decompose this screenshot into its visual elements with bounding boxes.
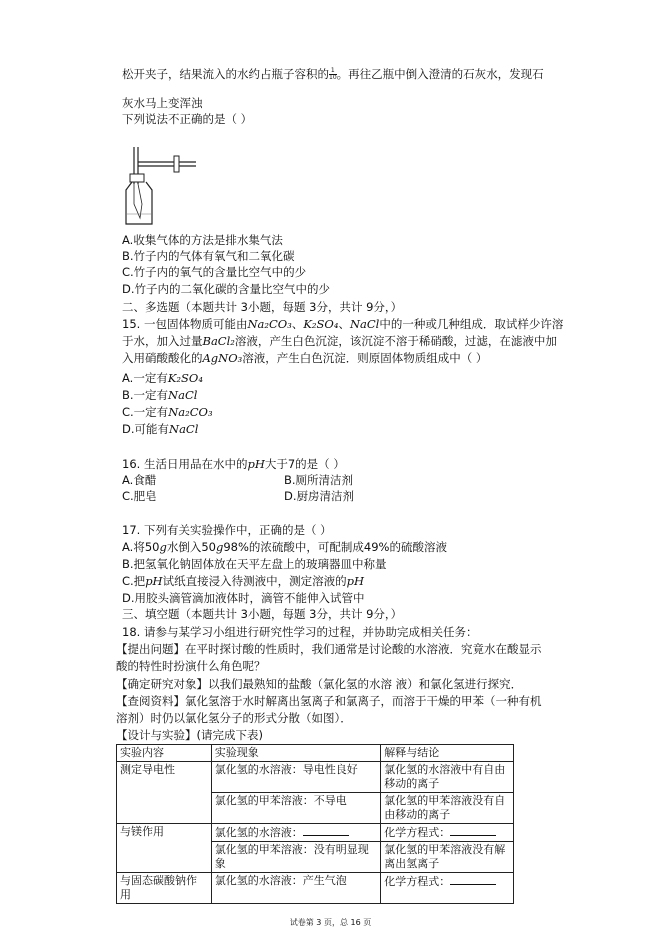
table-header-row [117,745,514,762]
q16-option-d[interactable]: D.厨房清洁剂 [284,489,355,503]
table-cell: 化学方程式： [381,824,514,842]
table-cell: 氯化氢的甲苯溶液：不导电 [211,793,381,824]
q17-option-d[interactable]: D.用胶头滴管滴加液体时，滴管不能伸入试管中 [122,591,365,605]
q14-line1-part-b: 。再往乙瓶中倒入澄清的石灰水，发现石 [336,67,544,81]
q18-line4: 【确定研究对象】以我们最熟知的盐酸（氯化氢的水溶 液）和氯化氢进行探究． [116,677,523,691]
table-row [117,824,514,842]
q15-option-c[interactable]: C.一定有Na₂CO₃ [122,405,213,419]
q18-line6: 溶剂）时仍以氯化氢分子的形式分散（如图）． [116,711,352,725]
q15-option-b[interactable]: B.一定有NaCl [122,388,198,402]
fraction: $\frac{1}{10}$ [329,67,337,81]
q15-line1: 15. 一包固体物质可能由Na₂CO₃、K₂SO₄、NaCl中的一种或几种组成．取试样少许溶 [122,317,564,331]
q15-option-d[interactable]: D.可能有NaCl [122,422,199,436]
q14-question: 下列说法不正确的是（ ） [122,112,253,126]
q14-line2: 灰水马上变浑浊 [122,96,203,110]
section-2-heading: 二、多选题（本题共计 3小题，每题 3分，共计 9分，） [122,300,403,314]
q14-option-a[interactable]: A.收集气体的方法是排水集气法 [122,233,283,247]
answer-blank[interactable] [450,825,496,836]
q18-line1: 18. 请参与某学习小组进行研究性学习的过程，并协助完成相关任务： [122,625,478,639]
q14-line1 [122,66,544,82]
q15-line2: 于水，加入过量BaCl₂溶液，产生白色沉淀，该沉淀不溶于稀硝酸，过滤，在滤液中加 [122,334,557,348]
q14-option-c[interactable]: C.竹子内的氧气的含量比空气中的少 [122,265,307,279]
q16-option-c[interactable]: C.肥皂 [122,489,157,503]
section-3-heading: 三、填空题（本题共计 3小题，每题 3分，共计 9分，） [122,607,403,621]
q18-line3: 酸的特性时扮演什么角色呢？ [116,659,266,673]
table-row [117,762,514,793]
table-cell: 氯化氢的甲苯溶液没有解离出氢离子 [381,842,514,873]
table-cell: 与镁作用 [117,824,212,873]
table-header: 实验内容 [117,745,212,762]
table-row [117,873,514,904]
page-footer: 试卷第 3 页，总 16 页 [289,918,372,927]
table-header: 实验现象 [211,745,381,762]
q14-option-b[interactable]: B.竹子内的气体有氧气和二氧化碳 [122,249,295,263]
q15-option-a[interactable]: A.一定有K₂SO₄ [122,371,203,385]
q17-stem: 17. 下列有关实验操作中，正确的是（ ） [122,523,332,537]
q16-option-a[interactable]: A.食醋 [122,473,157,487]
table-cell: 测定导电性 [117,762,212,824]
experiment-table [116,744,514,904]
table-cell: 氯化氢的水溶液：产生气泡 [211,873,381,904]
table-cell: 氯化氢的水溶液： [211,824,381,842]
table-cell: 化学方程式： [381,873,514,904]
q18-line7: 【设计与实验】(请完成下表) [116,728,263,742]
q17-option-c[interactable]: C.把pH试纸直接浸入待测液中，测定溶液的pH [122,574,364,588]
q17-option-a[interactable]: A.将50g水倒入50g98%的浓硫酸中，可配制成49%的硫酸溶液 [122,540,447,554]
table-cell: 氯化氢的水溶液中有自由移动的离子 [381,762,514,793]
table-cell: 氯化氢的甲苯溶液：没有明显现象 [211,842,381,873]
q14-line1-part-a: 松开夹子，结果流入的水约占瓶子容积的 [122,67,329,81]
table-cell: 氯化氢的水溶液：导电性良好 [211,762,381,793]
q18-line2: 【提出问题】在平时探讨酸的性质时，我们通常是讨论酸的水溶液．究竟水在酸显示 [116,642,542,656]
q16-stem: 16. 生活日用品在水中的pH大于7的是（ ） [122,457,345,471]
q17-option-b[interactable]: B.把氢氧化钠固体放在天平左盘上的玻璃器皿中称量 [122,557,387,571]
q14-option-d[interactable]: D.竹子内的二氧化碳的含量比空气中的少 [122,282,331,296]
table-cell: 氯化氢的甲苯溶液没有自由移动的离子 [381,793,514,824]
table-header: 解释与结论 [381,745,514,762]
answer-blank[interactable] [450,874,496,885]
apparatus-figure [122,144,200,226]
answer-blank[interactable] [303,825,349,836]
q16-option-b[interactable]: B.厕所清洁剂 [284,473,354,487]
q15-line3: 入用硝酸酸化的AgNO₃溶液，产生白色沉淀．则原固体物质组成中（ ） [122,351,488,365]
q18-line5: 【查阅资料】氯化氢溶于水时解离出氢离子和氯离子，而溶于干燥的甲苯（一种有机 [116,694,542,708]
table-cell: 与固态碳酸钠作用 [117,873,212,904]
